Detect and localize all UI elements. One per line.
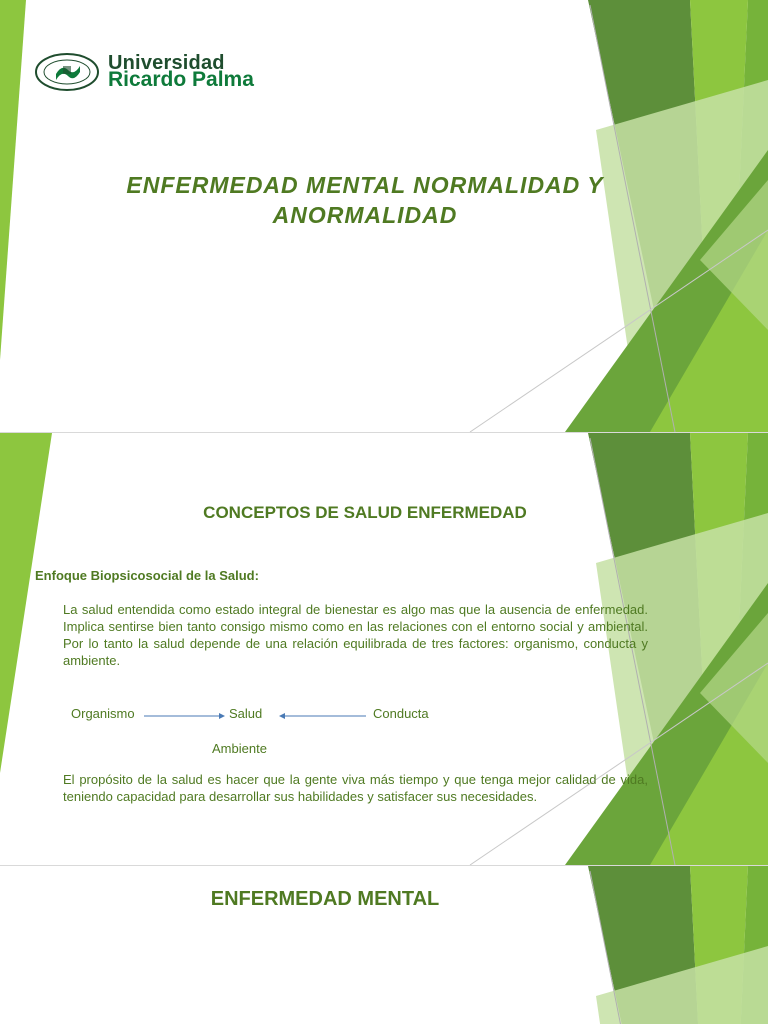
slide-2: [0, 433, 768, 865]
logo-text-ricardo-palma: Ricardo Palma: [108, 68, 254, 91]
logo-text-universidad: Universidad: [108, 52, 225, 74]
slide-2-title: CONCEPTOS DE SALUD ENFERMEDAD: [203, 503, 527, 522]
subheading: Enfoque Biopsicosocial de la Salud:: [35, 568, 259, 583]
paragraph-1: La salud entendida como estado integral de bienestar es algo mas que la ausencia de enfermedad. Implica sentirse bien tanto consigo mismo como en las relaciones con el entorno social y ambiental. Por lo tanto la salud depende de una relación equilibrada de tres factores: organismo, conducta y ambiente.: [63, 602, 648, 668]
diagram-salud: Salud: [229, 706, 263, 721]
university-seal-icon: [34, 52, 100, 92]
diagram-conducta: Conducta: [373, 706, 429, 721]
diagram-organismo: Organismo: [71, 706, 135, 721]
paragraph-2: El propósito de la salud es hacer que la gente viva más tiempo y que tenga mejor calidad de vida, teniendo capacidad para desarrollar sus habilidades y satisfacer sus necesidades.: [63, 772, 648, 804]
slide-1-title: ENFERMEDAD MENTAL NORMALIDAD Y ANORMALIDAD: [126, 172, 604, 228]
slide-1: [0, 0, 768, 432]
slide-3-title: ENFERMEDAD MENTAL: [210, 888, 440, 910]
slide-3: [0, 866, 768, 1024]
diagram-ambiente: Ambiente: [212, 741, 267, 756]
